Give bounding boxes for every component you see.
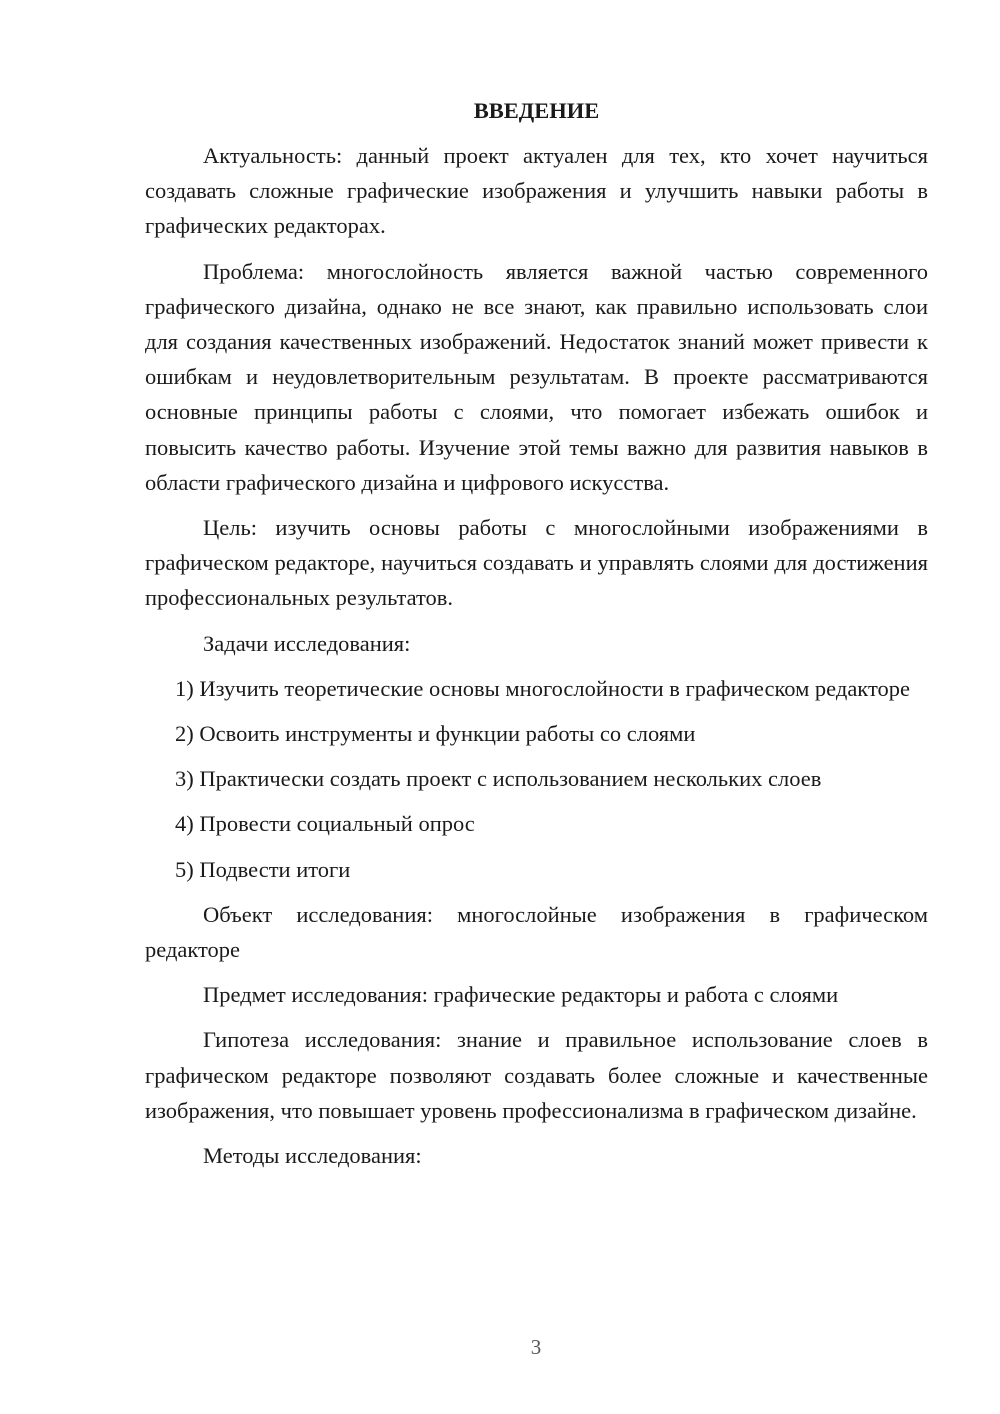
page-number: 3: [530, 1335, 542, 1359]
hypothesis-paragraph: Гипотеза исследования: знание и правильное использование слоев в графическом редакторе позволяют создавать более сложные и качественные изображения, что повышает уровень профессионализма в графическом дизайне.: [145, 1027, 928, 1123]
relevance-paragraph: Актуальность: данный проект актуален для тех, кто хочет научиться создавать сложные графические изображения и улучшить навыки работы в графических редакторах.: [145, 143, 928, 239]
methods-title: Методы исследования:: [203, 1143, 422, 1169]
task-item-1: 1) Изучить теоретические основы многослойности в графическом редакторе: [175, 675, 910, 701]
task-item-4: 4) Провести социальный опрос: [175, 811, 475, 837]
object-paragraph: Объект исследования: многослойные изображения в графическом редакторе: [145, 901, 928, 963]
task-item-2: 2) Освоить инструменты и функции работы со слоями: [175, 721, 696, 747]
goal-paragraph: Цель: изучить основы работы с многослойными изображениями в графическом редакторе, научиться создавать и управлять слоями для достижения профессиональных результатов.: [145, 515, 928, 611]
problem-paragraph: Проблема: многослойность является важной частью современного графического дизайна, однако не все знают, как правильно использовать слои для создания качественных изображений. Недостаток знаний может привести к ошибкам и неудовлетворительным результатам. В проекте рассматриваются основные принципы работы с слоями, что помогает избежать ошибок и повысить качество работы. Изучение этой темы важно для развития навыков в области графического дизайна и цифрового искусства.: [145, 258, 928, 495]
page-content: [145, 93, 928, 1183]
task-item-3: 3) Практически создать проект с использованием нескольких слоев: [175, 766, 822, 792]
task-item-5: 5) Подвести итоги: [175, 856, 351, 882]
subject-paragraph: Предмет исследования: графические редакторы и работа с слоями: [203, 982, 839, 1008]
tasks-title: Задачи исследования:: [203, 630, 411, 656]
section-heading: ВВЕДЕНИЕ: [473, 98, 600, 123]
